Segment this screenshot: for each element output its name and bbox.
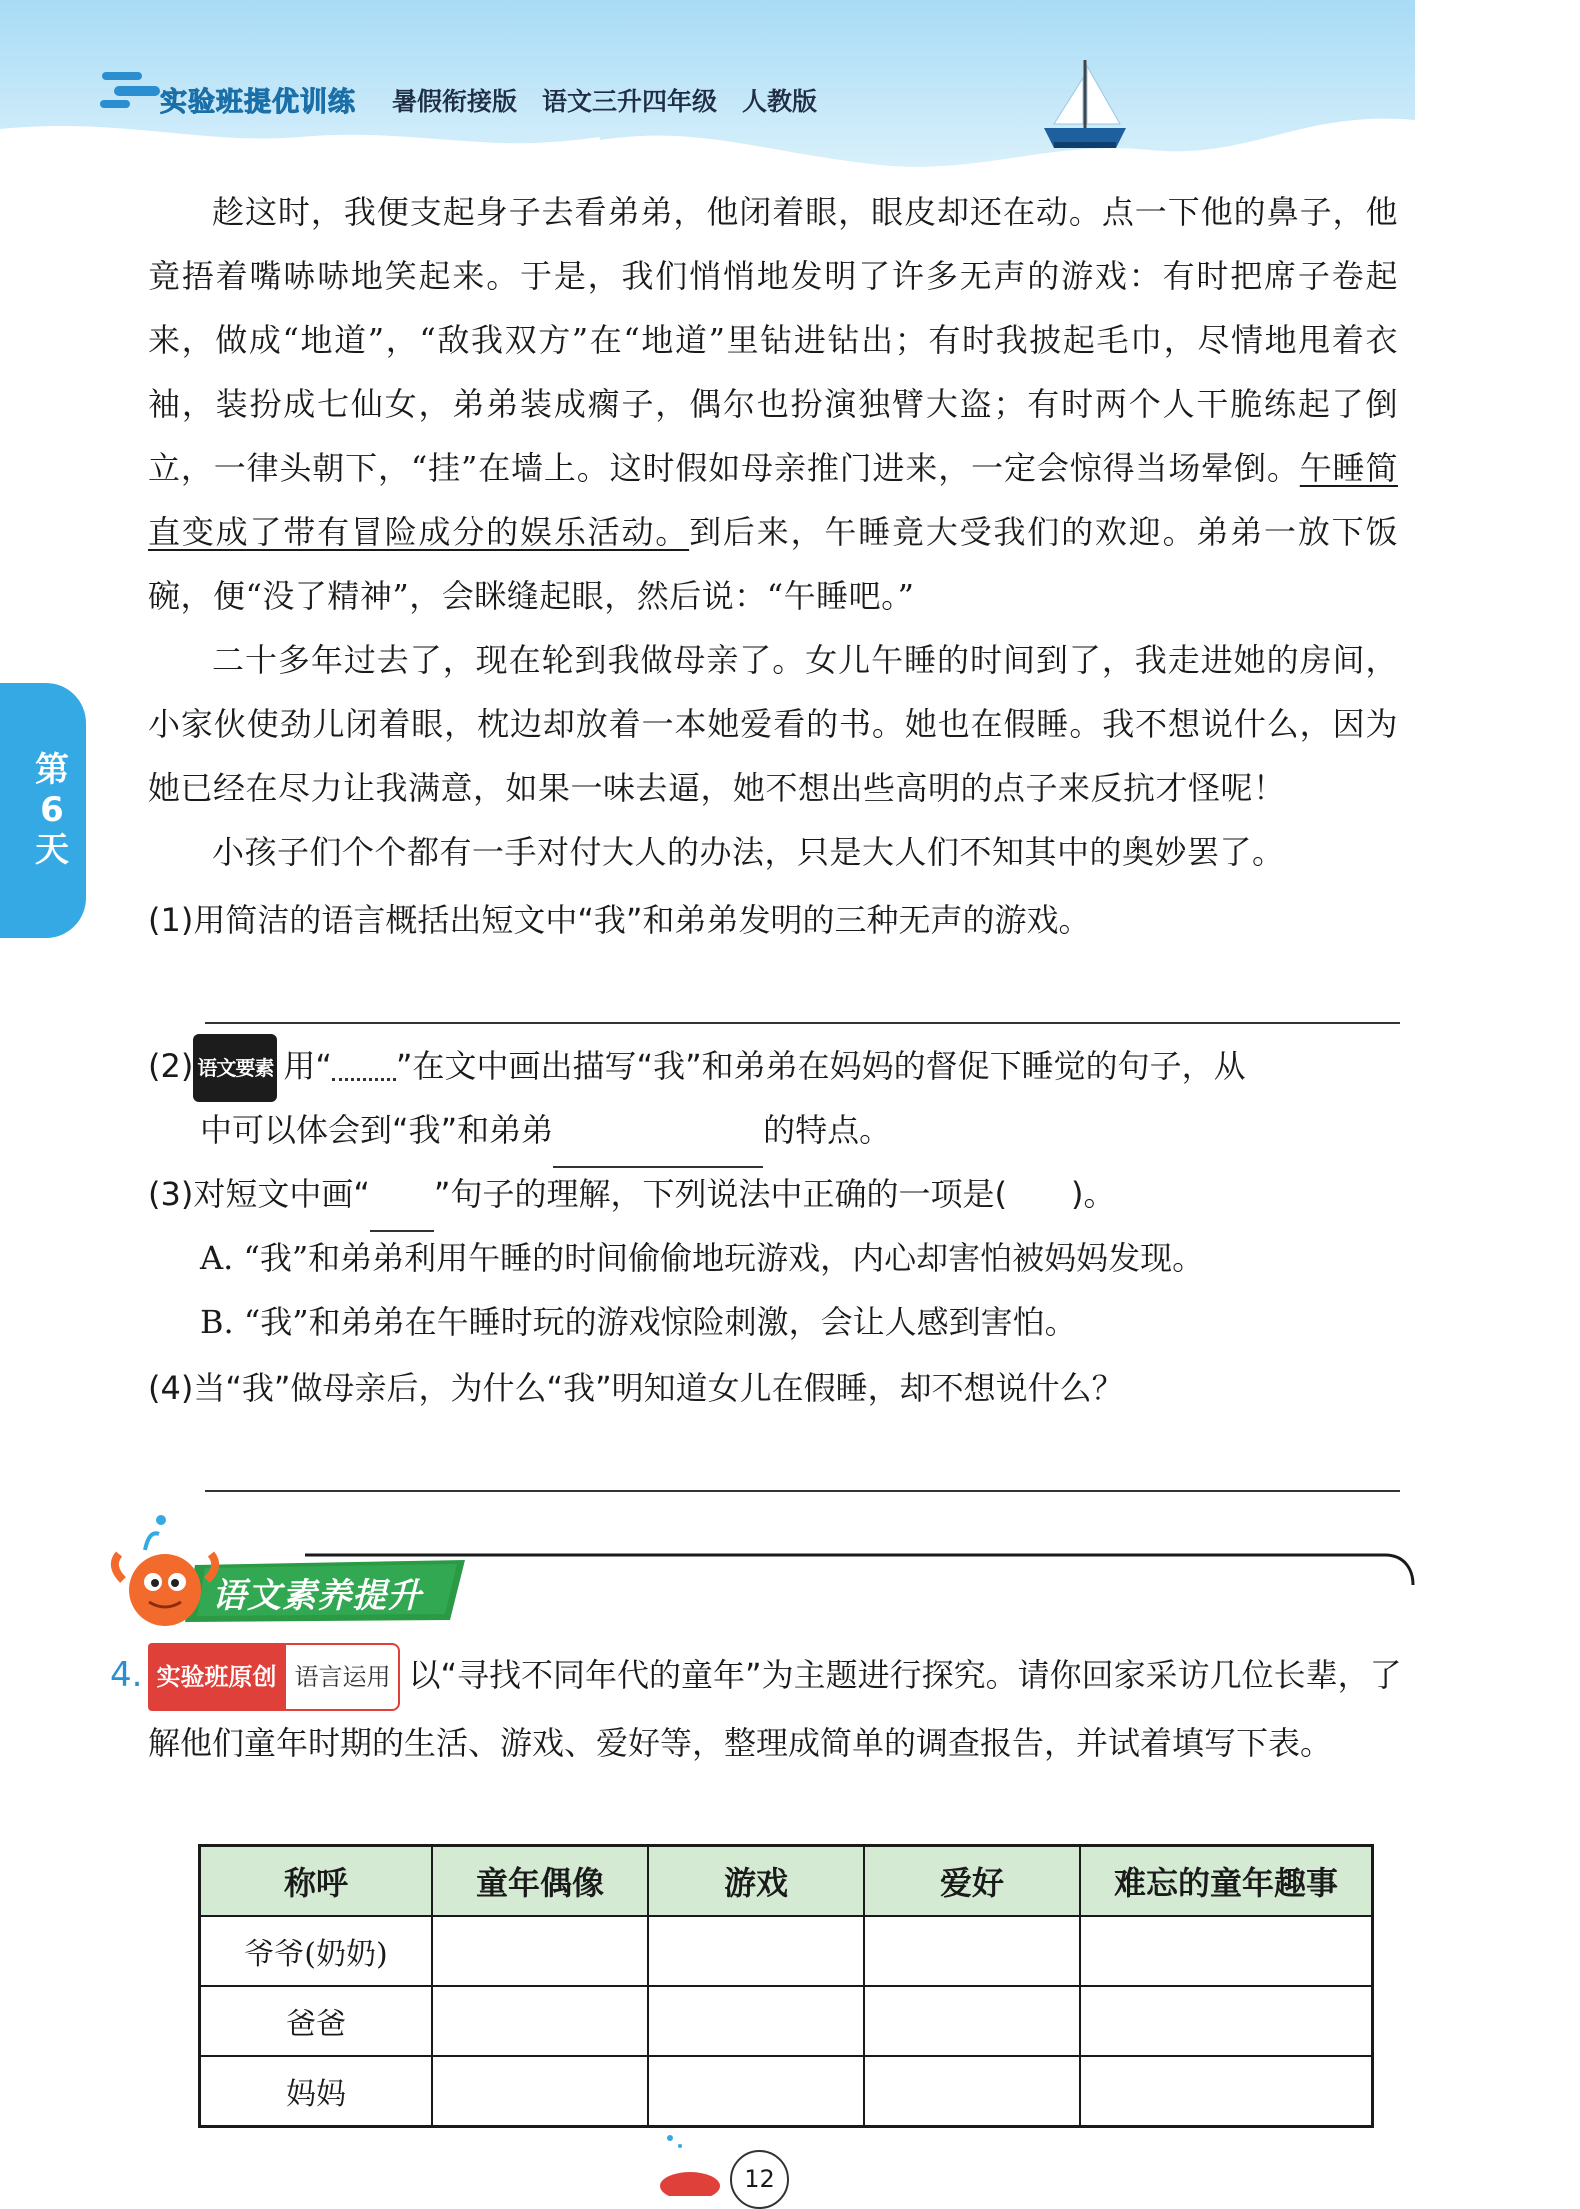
underlined-sentence: 午睡简直变成了带有冒险成分的娱乐活动。 <box>148 449 1398 551</box>
question-2-text-c: 中可以体会到“我”和弟弟 <box>200 1111 554 1149</box>
row-label-grandparent: 爷爷(奶奶) <box>200 1916 433 1986</box>
section-title: 语文素养提升 <box>212 1576 422 1616</box>
table-cell[interactable] <box>1080 1916 1373 1986</box>
col-header-memories: 难忘的童年趣事 <box>1080 1846 1373 1917</box>
question-2-number: (2) <box>148 1047 194 1085</box>
passage-paragraph-3: 小孩子们个个都有一手对付大人的办法，只是大人们不知其中的奥妙罢了。 <box>212 833 1285 871</box>
option-a[interactable]: A. “我”和弟弟利用午睡的时间偷偷地玩游戏，内心却害怕被妈妈发现。 <box>200 1239 1205 1277</box>
brand-logo-icon <box>100 62 162 114</box>
col-header-idol: 童年偶像 <box>432 1846 648 1917</box>
question-2-text-d: 的特点。 <box>763 1111 892 1149</box>
passage-paragraph-2: 二十多年过去了，现在轮到我做母亲了。女儿午睡的时间到了，我走进她的房间，小家伙使劲儿闭着眼，枕边却放着一本她爱看的书。她也在假睡。我不想说什么，因为她已经在尽力让我满意，如果一味去逼，她不想出些高明的点子来反抗才怪呢！ <box>148 641 1398 807</box>
page-header <box>0 0 1415 175</box>
language-use-tag: 语言运用 <box>284 1643 400 1711</box>
question-4: (4)当“我”做母亲后，为什么“我”明知道女儿在假睡，却不想说什么？ <box>148 1369 1124 1407</box>
col-header-hobbies: 爱好 <box>864 1846 1080 1917</box>
passage-text-1b: 到后来，午睡竟大受我们的欢迎。弟弟一放下饭碗，便“没了精神”，会眯缝起眼，然后说：“午睡吧。” <box>148 513 1398 615</box>
table-cell[interactable] <box>648 1916 864 1986</box>
passage-paragraph-1 <box>148 180 1398 628</box>
page-margin <box>1415 0 1580 2196</box>
original-tag: 实验班原创 <box>148 1643 284 1711</box>
day-tab-label: 第 6 天 <box>35 750 69 870</box>
wavy-line-symbol <box>332 1078 396 1081</box>
question-2-line-2 <box>200 1098 891 1168</box>
task-4-number: 4. <box>110 1655 143 1695</box>
row-label-father: 爸爸 <box>200 1986 433 2056</box>
question-3-text-a: (3)对短文中画“ <box>148 1175 370 1213</box>
table-cell[interactable] <box>864 1916 1080 1986</box>
task-4-text: 以“寻找不同年代的童年”为主题进行探究。请你回家采访几位长辈，了解他们童年时期的生活、游戏、爱好等，整理成简单的调查报告，并试着填写下表。 <box>148 1656 1402 1762</box>
question-2-text-b: ”在文中画出描写“我”和弟弟在妈妈的督促下睡觉的句子，从 <box>395 1047 1246 1085</box>
table-cell[interactable] <box>1080 1986 1373 2056</box>
survey-table <box>198 1844 1374 2128</box>
table-cell[interactable] <box>432 2056 648 2127</box>
yuwen-yaosu-tag: 语文要素 <box>193 1034 277 1102</box>
question-2-text-a: 用“ <box>283 1047 332 1085</box>
page-number: 12 <box>730 2150 789 2209</box>
straight-line-symbol <box>370 1166 434 1232</box>
table-cell[interactable] <box>648 2056 864 2127</box>
question-1: (1)用简洁的语言概括出短文中“我”和弟弟发明的三种无声的游戏。 <box>148 901 1091 939</box>
table-cell[interactable] <box>864 1986 1080 2056</box>
table-row <box>200 2056 1373 2127</box>
table-row <box>200 1916 1373 1986</box>
task-4 <box>110 1643 1408 1775</box>
table-cell[interactable] <box>432 1986 648 2056</box>
table-header-row <box>200 1846 1373 1917</box>
brand-title: 实验班提优训练 <box>160 87 356 118</box>
question-3 <box>148 1162 1115 1232</box>
table-row <box>200 1986 1373 2056</box>
answer-line-1[interactable] <box>205 1022 1400 1024</box>
publisher-label: 人教版 <box>742 87 818 116</box>
col-header-games: 游戏 <box>648 1846 864 1917</box>
passage-text-1: 趁这时，我便支起身子去看弟弟，他闭着眼，眼皮却还在动。点一下他的鼻子，他竟捂着嘴哧哧地笑起来。于是，我们悄悄地发明了许多无声的游戏：有时把席子卷起来，做成“地道”，“敌我双方”在“地道”里钻进钻出；有时我披起毛巾，尽情地甩着衣袖，装扮成七仙女，弟弟装成瘸子，偶尔也扮演独臂大盗；有时两个人干脆练起了倒立，一律头朝下，“挂”在墙上。这时假如母亲推门进来，一定会惊得当场晕倒。 <box>148 193 1398 487</box>
answer-line-4[interactable] <box>205 1490 1400 1492</box>
col-header-title: 称呼 <box>200 1846 433 1917</box>
edition-label: 暑假衔接版 <box>392 87 518 116</box>
table-cell[interactable] <box>432 1916 648 1986</box>
row-label-mother: 妈妈 <box>200 2056 433 2127</box>
table-cell[interactable] <box>1080 2056 1373 2127</box>
question-3-text-b: ”句子的理解，下列说法中正确的一项是( )。 <box>433 1175 1116 1213</box>
grade-label: 语文三升四年级 <box>542 87 718 116</box>
table-cell[interactable] <box>864 2056 1080 2127</box>
option-b[interactable]: B. “我”和弟弟在午睡时玩的游戏惊险刺激，会让人感到害怕。 <box>200 1303 1077 1341</box>
sailboat-icon <box>1040 58 1130 158</box>
question-2-line-1 <box>148 1034 1246 1102</box>
question-2-blank[interactable] <box>553 1102 763 1168</box>
table-cell[interactable] <box>648 1986 864 2056</box>
